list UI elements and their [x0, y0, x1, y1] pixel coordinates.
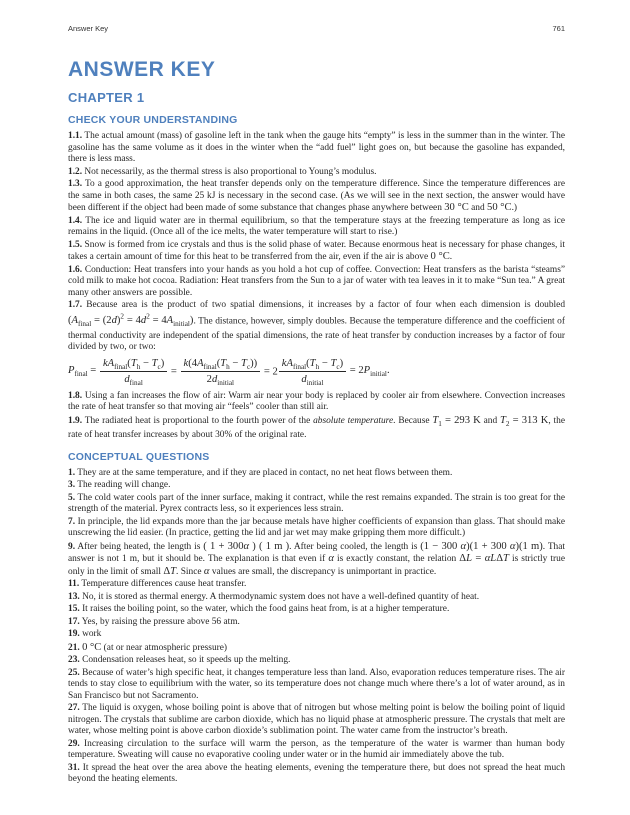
answer-item: 1.3. To a good approximation, the heat transfer depends only on the temperature difference. Since the temperature differences are the same in both cases, the same 25 kJ is necessary in the second case. (As we will see in the next section, the answer would have been different if the object had been made of some substance that changes phase anywhere between 30 °C and 50 °C.) — [68, 179, 565, 213]
answer-item: 7. In principle, the lid expands more than the jar because metals have higher coefficients of expansion than glass. That should make unscrewing the lid easier. (In practice, getting the lid and jar wet may make gripping them more difficult.) — [68, 516, 565, 539]
math-expression: 0 °C — [430, 251, 450, 262]
answer-item: 1.7. Because area is the product of two spatial dimensions, it increases by a factor of four when each dimension is doubled $(A_{final} = (2d)^2 = 4d^2 = 4A_{initial})$. The distance, however, simply doubles. Because the temperature difference and the coefficient of thermal conductivity are independent of the spatial dimensions, the rate of heat transfer by conduction increases by a factor of four divided by two, or two: — [68, 300, 566, 353]
item-number: 13. — [68, 591, 80, 602]
fraction — [181, 357, 261, 387]
item-number: 1.7. — [68, 300, 83, 310]
emphasized-text: absolute temperature — [313, 415, 394, 426]
item-number: 3. — [68, 480, 76, 491]
answer-item: 23. Condensation releases heat, so it speeds up the melting. — [68, 655, 291, 666]
item-number: 1. — [68, 467, 76, 478]
page-title: ANSWER KEY — [68, 58, 216, 81]
item-number: 11. — [68, 579, 80, 590]
answer-item: 25. Because of water’s high specific heat, it changes temperature less than land. Also, evaporation reduces temperature rises. The air tends to stay close to equilibrium with the water, so its temperature does not change much where there’s a lot of water around, as in San Francisco but not Sacramento. — [68, 667, 566, 701]
math-expression: $T_2 = 313$ K — [499, 414, 549, 428]
item-number: 21. — [68, 642, 80, 653]
math-expression: $k(4A_{final}(T_h - T_c))$ — [183, 357, 258, 371]
math-expression: α — [203, 565, 210, 577]
math-expression: = 2 — [261, 366, 278, 378]
answer-item: 1.6. Conduction: Heat transfers into your hands as you hold a hot cup of coffee. Convection: Heat transfers as the barista “steams” cold milk to make hot cocoa. Radiation: Heat transfers from the Sun to a jar of water with tea leaves in it to make “Sun tea.” A great many other answers are possible. — [68, 264, 566, 298]
math-expression: 30 °C — [444, 202, 469, 213]
answer-item: 11. Temperature differences cause heat transfer. — [68, 579, 247, 590]
answer-item: 19. work — [68, 629, 102, 640]
answer-item: 15. It raises the boiling point, so the water, which the food gains heat from, is at a higher temperature. — [68, 604, 450, 615]
item-number: 19. — [68, 629, 80, 640]
math-expression: $kA_{final}(T_h - T_c)$ — [102, 357, 165, 371]
answer-item: 27. The liquid is oxygen, whose boiling point is above that of nitrogen but whose melting point is below the boiling point of liquid nitrogen. The crystals that sublime are carbon dioxide, which has no liquid phase at atmospheric pressure. The crystals that melt are water, whose melting point is above carbon dioxide’s sublimation point. The water came from the instructor’s breath. — [68, 703, 565, 737]
math-expression: $(A_{final} = (2d)^2 = 4d^2 = 4A_{initial})$ — [68, 312, 194, 329]
answer-item: 3. The reading will change. — [68, 480, 171, 491]
math-expression: ΔT — [163, 565, 177, 577]
answer-item: 17. Yes, by raising the pressure above 56 atm. — [68, 616, 240, 627]
answer-item: 31. It spread the heat over the area above the heating elements, evening the temperature there, but does not spread the heat much beyond the heating elements. — [68, 762, 566, 785]
item-number: 7. — [68, 516, 76, 527]
item-number: 15. — [68, 604, 80, 615]
answer-item: 1.5. Snow is formed from ice crystals and thus is the solid phase of water. Because enormous heat is necessary for phase changes, it takes a certain amount of time for this heat to be transferred from the air, even if the air is above 0 °C. — [68, 239, 565, 262]
item-number: 1.5. — [68, 239, 83, 250]
item-number: 1.9. — [68, 415, 83, 426]
section-heading: CONCEPTUAL QUESTIONS — [68, 450, 210, 463]
answer-item: 1.1. The actual amount (mass) of gasoline left in the tank when the gauge hits “empty” is less in the summer than in the winter. The gasoline has the same volume as it does in the winter when the “add fuel” light goes on, but because the gasoline has expanded, there is less mass. — [68, 131, 565, 164]
math-expression: = $2P_{initial}$. — [347, 365, 390, 379]
item-number: 29. — [68, 738, 80, 749]
math-expression: $d_{final}$ — [124, 373, 143, 387]
running-header-title: Answer Key — [68, 24, 109, 33]
item-number: 9. — [68, 541, 76, 552]
item-number: 1.2. — [68, 166, 83, 177]
math-expression: 50 °C — [487, 202, 512, 213]
math-expression: = — [168, 366, 180, 378]
item-number: 31. — [68, 762, 80, 773]
answer-item: 9. After being heated, the length is ( 1 + 300α ) ( 1 m ). After being cooled, the length is (1 − 300 α)(1 + 300 α)(1 m). That answer is not 1 m, but it should be. The explanation is that even if α is exactly constant, the relation ΔL = αLΔT is strictly true only in the limit of small ΔT. Since α values are small, the discrepancy is unimportant in practice. — [68, 540, 566, 577]
math-expression: $2d_{initial}$ — [206, 373, 235, 387]
sections-container — [68, 114, 565, 786]
page-number: 761 — [552, 24, 565, 33]
item-number: 1.8. — [68, 390, 83, 401]
math-expression: α — [328, 553, 334, 565]
math-expression: $T_1 = 293$ K — [432, 414, 481, 428]
item-number: 1.6. — [68, 264, 83, 275]
answer-item: 1.8. Using a fan increases the flow of air: Warm air near your body is replaced by cooler air from elsewhere. Convection increases the rate of heat transfer so that moving air “feels” cooler than still air. — [68, 390, 566, 413]
section-heading: CHECK YOUR UNDERSTANDING — [68, 114, 238, 126]
math-expression: $kA_{final}(T_h - T_c)$ — [281, 357, 344, 371]
answer-item: 13. No, it is stored as thermal energy. A thermodynamic system does not have a well-defined quantity of heat. — [68, 591, 480, 602]
chapter-heading: CHAPTER 1 — [68, 90, 145, 105]
answer-item: 1.2. Not necessarily, as the thermal stress is also proportional to Young’s modulus. — [68, 166, 377, 177]
item-number: 1.1. — [68, 131, 83, 141]
item-number: 17. — [68, 616, 80, 627]
answer-item: 1.9. The radiated heat is proportional to the fourth power of the absolute temperature. Because $T_1 = 293$ K and $T_2 = 313$ K, the rate of heat transfer increases by about 30% of the original rate. — [68, 414, 566, 441]
item-number: 23. — [68, 655, 80, 666]
answer-item: 5. The cold water cools part of the inner surface, making it contract, while the rest remains expanded. The strain is too great for the strength of the material. Pyrex contracts less, so it experiences less strain. — [68, 492, 565, 515]
running-header — [68, 24, 565, 33]
answer-item: 1.4. The ice and liquid water are in thermal equilibrium, so that the temperature stays at the freezing temperature as long as ice remains in the liquid. (Once all of the ice melts, the water temperature will start to rise.) — [68, 215, 565, 237]
page-content — [68, 58, 565, 787]
answer-item: 1. They are at the same temperature, and if they are placed in contact, no net heat flows between them. — [68, 467, 453, 478]
math-expression: $d_{initial}$ — [301, 373, 324, 387]
answer-item: 21. 0 °C (at or near atmospheric pressure) — [68, 641, 228, 653]
item-number: 27. — [68, 703, 80, 714]
item-number: 5. — [68, 492, 76, 503]
display-equation — [68, 357, 565, 387]
answer-item: 29. Increasing circulation to the surface will warm the person, as the temperature of the water is warmer than human body temperature. Sweating will cause no evaporative cooling under water or in the humid air immediately above the tub. — [68, 738, 565, 761]
math-expression: $P_{final}$ = — [68, 365, 99, 379]
item-number: 1.3. — [68, 179, 83, 189]
fraction — [279, 357, 346, 387]
fraction — [100, 357, 167, 387]
item-number: 1.4. — [68, 215, 83, 226]
math-expression: 0 °C — [82, 641, 102, 653]
math-expression: (1 − 300 α)(1 + 300 α)(1 m) — [420, 540, 543, 552]
item-number: 25. — [68, 667, 80, 678]
math-expression: ΔL = αLΔT — [459, 553, 509, 565]
math-expression: ( 1 + 300α ) ( 1 m ) — [203, 540, 290, 552]
